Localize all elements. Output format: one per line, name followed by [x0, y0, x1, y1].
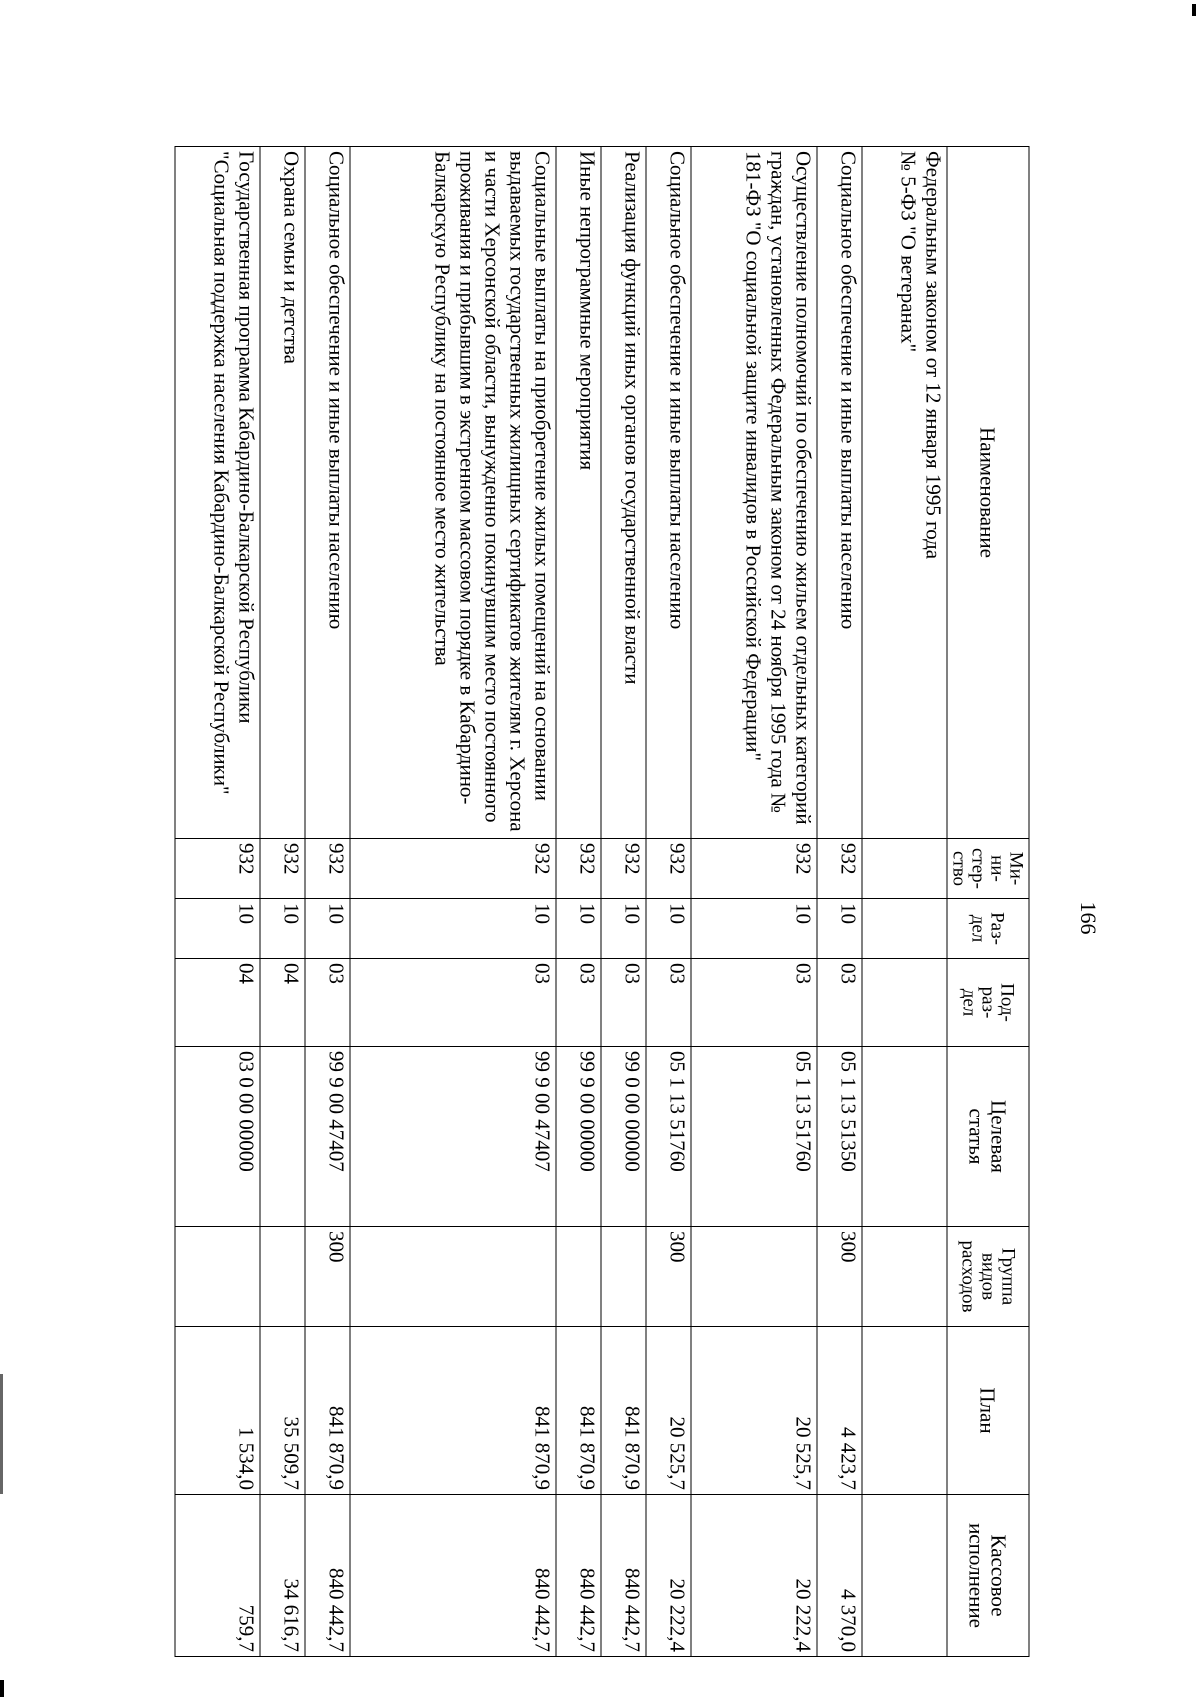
cell-plan: 1 534,0	[175, 1327, 260, 1495]
rotated-content	[174, 146, 1029, 1656]
cell-target: 99 9 00 00000	[556, 1047, 601, 1227]
cell-podrazdel	[861, 959, 946, 1047]
table-row	[305, 147, 350, 1657]
cell-ministry: 932	[260, 839, 305, 899]
cell-target: 99 9 00 47407	[350, 1047, 556, 1227]
cell-ministry: 932	[175, 839, 260, 899]
header-plan: План	[947, 1327, 1029, 1495]
header-ministry: Ми- ни- стер- ство	[947, 839, 1029, 899]
cell-plan: 35 509,7	[260, 1327, 305, 1495]
cell-group	[260, 1227, 305, 1327]
cell-plan: 841 870,9	[305, 1327, 350, 1495]
cell-plan	[861, 1327, 946, 1495]
cell-razdel: 10	[556, 899, 601, 959]
cell-podrazdel: 03	[816, 959, 861, 1047]
cell-execution: 840 442,7	[556, 1495, 601, 1657]
cell-name: Иные непрограммные мероприятия	[556, 147, 601, 839]
table-row	[556, 147, 601, 1657]
cell-execution: 34 616,7	[260, 1495, 305, 1657]
table-row	[350, 147, 556, 1657]
cell-plan: 4 423,7	[816, 1327, 861, 1495]
cell-name: Социальное обеспечение и иные выплаты населению	[305, 147, 350, 839]
cell-name: Государственная программа Кабардино-Балкарской Республики "Социальная поддержка населения Кабардино-Балкарской Республики"	[175, 147, 260, 839]
cell-ministry: 932	[350, 839, 556, 899]
cell-name: Социальное обеспечение и иные выплаты населению	[646, 147, 691, 839]
cell-group: 300	[305, 1227, 350, 1327]
cell-podrazdel: 03	[601, 959, 646, 1047]
table-row	[260, 147, 305, 1657]
table-row	[691, 147, 816, 1657]
cell-target: 99 0 00 00000	[601, 1047, 646, 1227]
cell-group	[175, 1227, 260, 1327]
cell-podrazdel: 03	[646, 959, 691, 1047]
cell-razdel: 10	[691, 899, 816, 959]
cell-razdel	[861, 899, 946, 959]
cell-razdel: 10	[816, 899, 861, 959]
cell-razdel: 10	[350, 899, 556, 959]
cell-group	[556, 1227, 601, 1327]
cell-execution: 4 370,0	[816, 1495, 861, 1657]
header-name: Наименование	[947, 147, 1029, 839]
cell-ministry	[861, 839, 946, 899]
scan-edge-mark	[0, 1680, 4, 1697]
cell-plan: 841 870,9	[556, 1327, 601, 1495]
cell-target	[861, 1047, 946, 1227]
cell-plan: 841 870,9	[350, 1327, 556, 1495]
cell-plan: 841 870,9	[601, 1327, 646, 1495]
cell-group	[691, 1227, 816, 1327]
cell-group: 300	[646, 1227, 691, 1327]
page-number: 166	[1076, 901, 1101, 935]
cell-target	[260, 1047, 305, 1227]
cell-group	[601, 1227, 646, 1327]
cell-ministry: 932	[691, 839, 816, 899]
cell-execution: 840 442,7	[601, 1495, 646, 1657]
table-row	[861, 147, 946, 1657]
cell-execution: 840 442,7	[350, 1495, 556, 1657]
cell-name: Реализация функций иных органов государственной власти	[601, 147, 646, 839]
cell-podrazdel: 03	[305, 959, 350, 1047]
header-razdel: Раз- дел	[947, 899, 1029, 959]
cell-podrazdel: 03	[691, 959, 816, 1047]
cell-razdel: 10	[601, 899, 646, 959]
table-row	[601, 147, 646, 1657]
cell-target: 05 1 13 51760	[646, 1047, 691, 1227]
budget-table	[174, 146, 1029, 1657]
cell-group: 300	[816, 1227, 861, 1327]
cell-name: Социальное обеспечение и иные выплаты населению	[816, 147, 861, 839]
cell-name: Социальные выплаты на приобретение жилых помещений на основании выдаваемых государственных жилищных сертификатов жителям г. Херсона и части Херсонской области, вынужденно покинувшим место постоянного проживания и прибывшим в экстренном массовом порядке в Кабардино-Балкарскую Республику на постоянное место жительства	[350, 147, 556, 839]
cell-execution: 20 222,4	[691, 1495, 816, 1657]
cell-ministry: 932	[556, 839, 601, 899]
table-header-row	[947, 147, 1029, 1657]
cell-target: 05 1 13 51350	[816, 1047, 861, 1227]
cell-name: Охрана семьи и детства	[260, 147, 305, 839]
table-row	[646, 147, 691, 1657]
header-podrazdel: Под- раз- дел	[947, 959, 1029, 1047]
cell-group	[861, 1227, 946, 1327]
header-execution: Кассовое исполнение	[947, 1495, 1029, 1657]
table-frame	[174, 146, 1029, 1656]
cell-ministry: 932	[816, 839, 861, 899]
cell-podrazdel: 04	[175, 959, 260, 1047]
cell-name: Осуществление полномочий по обеспечению жильем отдельных категорий граждан, установленных Федеральным законом от 24 ноября 1995 года № 181-ФЗ "О социальной защите инвалидов в Российской Федерации"	[691, 147, 816, 839]
cell-podrazdel: 04	[260, 959, 305, 1047]
cell-podrazdel: 03	[350, 959, 556, 1047]
cell-plan: 20 525,7	[691, 1327, 816, 1495]
cell-razdel: 10	[260, 899, 305, 959]
cell-target: 05 1 13 51760	[691, 1047, 816, 1227]
cell-podrazdel: 03	[556, 959, 601, 1047]
table-row	[816, 147, 861, 1657]
table-row	[175, 147, 260, 1657]
cell-plan: 20 525,7	[646, 1327, 691, 1495]
cell-name: Федеральным законом от 12 января 1995 года № 5-ФЗ "О ветеранах"	[861, 147, 946, 839]
cell-razdel: 10	[646, 899, 691, 959]
cell-razdel: 10	[175, 899, 260, 959]
cell-group	[350, 1227, 556, 1327]
scan-edge-mark	[0, 1374, 11, 1494]
cell-target: 99 9 00 47407	[305, 1047, 350, 1227]
header-target: Целевая статья	[947, 1047, 1029, 1227]
cell-execution: 20 222,4	[646, 1495, 691, 1657]
cell-execution: 840 442,7	[305, 1495, 350, 1657]
cell-razdel: 10	[305, 899, 350, 959]
cell-execution: 759,7	[175, 1495, 260, 1657]
header-group: Группа видов расходов	[947, 1227, 1029, 1327]
cell-target: 03 0 00 00000	[175, 1047, 260, 1227]
cell-execution	[861, 1495, 946, 1657]
cell-ministry: 932	[601, 839, 646, 899]
cell-ministry: 932	[305, 839, 350, 899]
scan-edge-mark	[1192, 4, 1196, 16]
cell-ministry: 932	[646, 839, 691, 899]
